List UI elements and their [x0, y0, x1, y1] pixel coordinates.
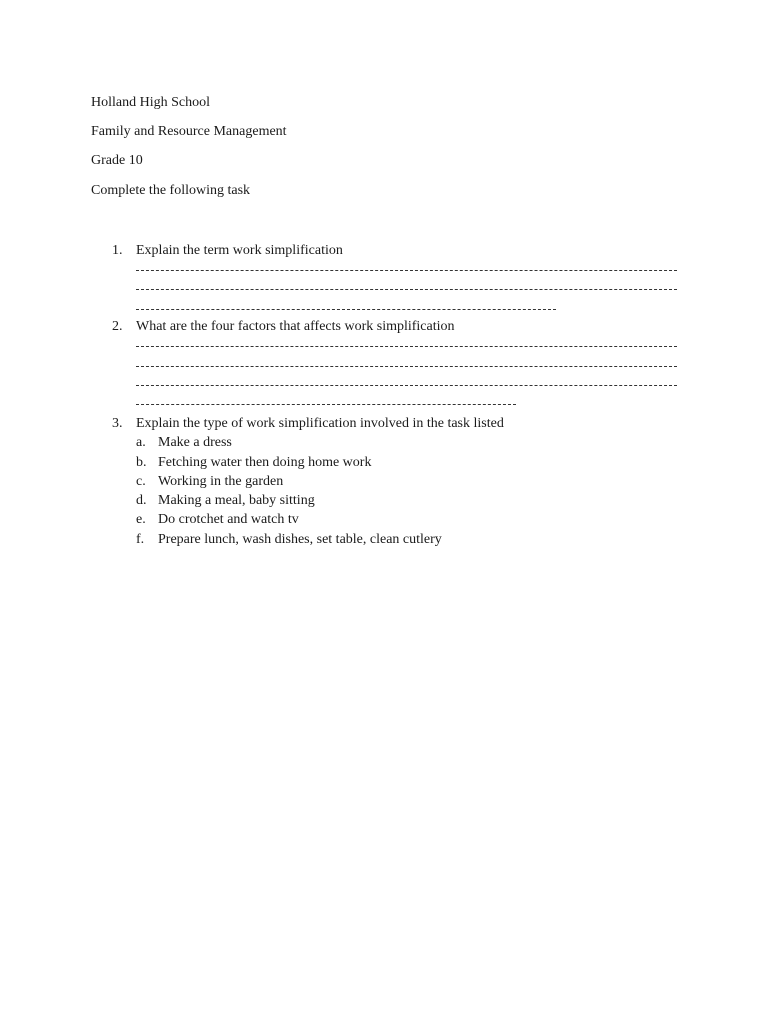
task-item-letter: c.	[136, 474, 146, 489]
task-item-letter: e.	[136, 512, 146, 527]
task-item: Prepare lunch, wash dishes, set table, clean cutlery	[158, 532, 442, 547]
subject-name: Family and Resource Management	[91, 124, 287, 139]
question-2-text: What are the four factors that affects work simplification	[136, 319, 455, 334]
task-instruction: Complete the following task	[91, 183, 251, 198]
task-item-letter: a.	[136, 435, 146, 450]
task-item: Do crotchet and watch tv	[158, 512, 299, 527]
question-3-text: Explain the type of work simplification involved in the task listed	[136, 416, 504, 431]
task-item: Making a meal, baby sitting	[158, 493, 315, 508]
question-1-answer-line	[136, 289, 677, 290]
question-2-number: 2.	[112, 319, 123, 334]
task-item: Fetching water then doing home work	[158, 455, 372, 470]
task-item-letter: b.	[136, 455, 147, 470]
grade-level: Grade 10	[91, 153, 143, 168]
question-2-answer-line	[136, 366, 677, 367]
task-item: Working in the garden	[158, 474, 284, 489]
question-2-answer-line	[136, 385, 677, 386]
question-2-answer-line	[136, 346, 677, 347]
question-1-answer-line	[136, 270, 677, 271]
question-1-text: Explain the term work simplification	[136, 243, 343, 258]
task-item-letter: f.	[136, 532, 145, 547]
task-item: Make a dress	[158, 435, 232, 450]
school-name: Holland High School	[91, 95, 210, 110]
question-2-answer-line	[136, 404, 516, 405]
question-3-number: 3.	[112, 416, 123, 431]
question-1-number: 1.	[112, 243, 123, 258]
question-1-answer-line	[136, 309, 556, 310]
task-item-letter: d.	[136, 493, 147, 508]
